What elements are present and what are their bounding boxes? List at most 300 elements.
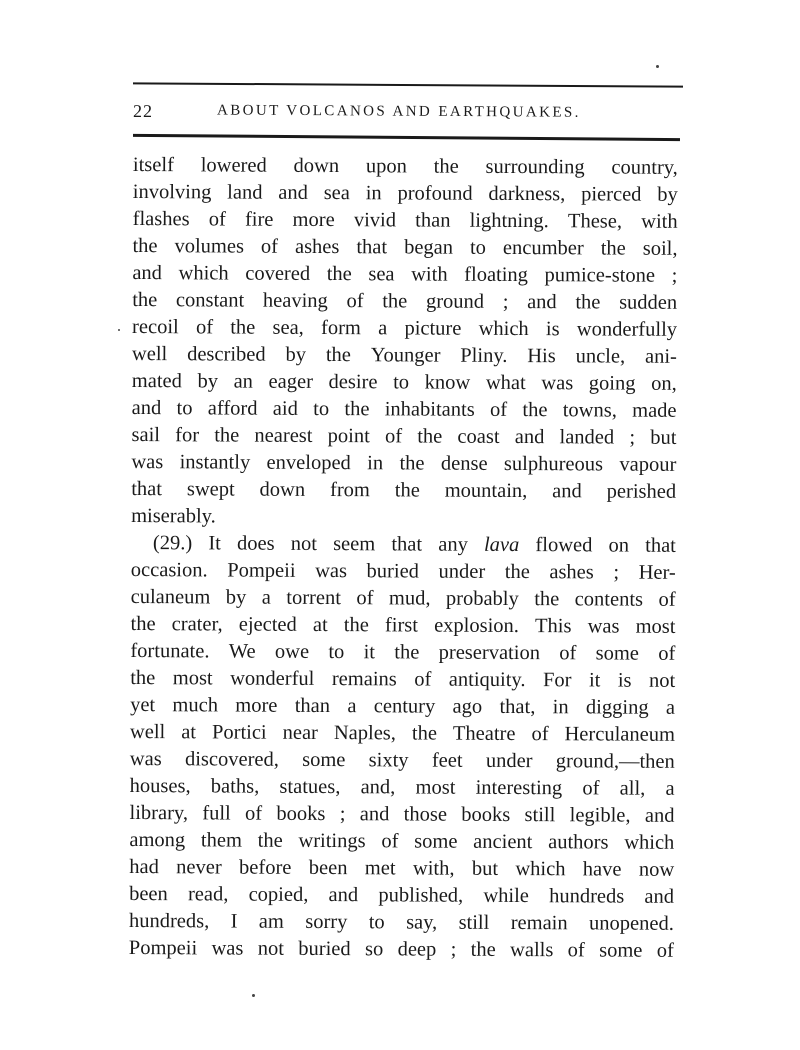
word: the	[504, 560, 530, 584]
header-rule-top	[133, 82, 683, 87]
word: ashes	[294, 235, 340, 259]
word: to	[313, 397, 330, 421]
word: dense	[440, 452, 488, 475]
word: with	[641, 210, 678, 233]
word: what	[485, 371, 526, 395]
word: at	[181, 721, 197, 744]
word: the	[600, 237, 626, 260]
text-line	[130, 611, 675, 641]
word: those	[403, 803, 448, 826]
text-line	[130, 746, 675, 776]
word: lowered	[200, 154, 267, 177]
text-line	[131, 476, 676, 506]
word: pierced	[581, 183, 642, 206]
word: baths,	[210, 775, 260, 798]
word: not	[290, 532, 318, 555]
word: say,	[406, 911, 438, 934]
word: of	[567, 939, 585, 962]
word: For	[542, 669, 572, 692]
word: and	[278, 181, 308, 204]
word: volumes	[174, 235, 245, 258]
word: ;	[671, 264, 678, 287]
word: for	[175, 424, 200, 447]
word: copied,	[248, 883, 309, 906]
word: of	[658, 588, 676, 611]
word: is	[617, 669, 632, 692]
text-line	[129, 827, 674, 857]
word: fire	[244, 208, 274, 231]
word: enveloped	[266, 451, 351, 475]
word: and	[552, 480, 582, 503]
word: authors	[548, 831, 609, 854]
ink-speck	[252, 994, 255, 997]
word: the	[130, 612, 156, 636]
word: down	[259, 478, 306, 501]
word: crater,	[171, 613, 223, 636]
word: explosion.	[434, 614, 520, 638]
word: is	[545, 318, 560, 341]
word: point	[327, 425, 370, 448]
word: the	[433, 155, 459, 178]
word: perished	[606, 480, 677, 503]
word: which	[478, 317, 529, 341]
word: sea	[368, 263, 395, 286]
word: was	[541, 372, 574, 395]
word: sixty	[368, 749, 409, 772]
word: remains	[331, 668, 397, 691]
word: ani-	[644, 345, 677, 368]
word: met	[364, 857, 396, 880]
word: itself	[132, 153, 174, 177]
word: by	[285, 343, 307, 366]
word: down	[293, 154, 340, 178]
word: to	[368, 911, 385, 934]
word: preservation	[438, 641, 541, 665]
word: was	[587, 615, 620, 638]
word: coast	[457, 425, 500, 448]
word: ;	[613, 561, 620, 584]
word: an	[233, 370, 254, 393]
word: and,	[360, 776, 396, 799]
word: the	[257, 829, 283, 852]
word: aid	[272, 397, 298, 420]
text-line	[129, 854, 674, 884]
word: with,	[412, 857, 455, 880]
word: the	[130, 666, 156, 690]
word: inhabitants	[384, 398, 475, 421]
word: while	[483, 884, 529, 908]
text-line	[130, 773, 675, 803]
word: some	[302, 748, 346, 772]
text-line	[130, 692, 675, 722]
word: uncle,	[575, 345, 626, 368]
word: of	[356, 587, 374, 610]
word: the	[214, 424, 240, 447]
word: houses,	[129, 774, 191, 798]
text-line	[131, 449, 676, 479]
word: of	[531, 723, 549, 746]
word: ago	[452, 695, 483, 718]
word: some	[595, 642, 640, 665]
word: lightning.	[469, 209, 549, 233]
word: to	[176, 397, 193, 420]
word: country,	[611, 156, 678, 179]
word: surrounding	[485, 155, 585, 179]
word: still	[458, 911, 490, 934]
word: them	[200, 829, 242, 852]
word: discovered,	[184, 748, 279, 771]
word: floating	[464, 263, 529, 287]
word: probably	[445, 587, 519, 611]
word: ground	[425, 290, 485, 313]
word: fortunate.	[130, 639, 210, 663]
word: ground,—then	[555, 750, 675, 773]
word: was	[211, 937, 244, 960]
word: the	[411, 722, 438, 745]
word: going	[588, 372, 636, 395]
word: darkness,	[488, 182, 566, 206]
text-line	[132, 260, 677, 290]
word: on	[608, 534, 630, 557]
word: made	[632, 399, 677, 422]
word: ;	[502, 290, 509, 313]
word: of	[381, 830, 399, 853]
word: desire	[328, 371, 378, 394]
word: of	[559, 642, 577, 665]
word: a	[347, 695, 357, 718]
word: legible,	[569, 804, 631, 827]
word: constant	[175, 289, 245, 312]
word: buried	[366, 560, 420, 583]
word: the	[325, 344, 351, 367]
word: contents	[574, 588, 644, 611]
word: Theatre	[452, 722, 516, 746]
word: and	[514, 426, 545, 449]
text-line	[133, 152, 678, 182]
word: near	[282, 721, 318, 744]
word: century	[373, 695, 436, 718]
text-line	[129, 908, 674, 938]
word: of	[658, 642, 676, 665]
word: was	[131, 450, 164, 474]
word: but	[471, 857, 499, 880]
word: than	[294, 694, 331, 718]
word: hundreds,	[128, 909, 210, 933]
word: Naples,	[333, 722, 397, 745]
word: in	[367, 452, 384, 475]
word: well	[131, 342, 168, 366]
word: ;	[339, 803, 346, 826]
word: and	[644, 804, 675, 827]
word: owe	[274, 640, 310, 663]
word: ashes	[549, 561, 594, 584]
word: was	[129, 747, 162, 771]
word: Pompeii	[128, 936, 198, 960]
word: it	[588, 669, 601, 692]
word: before	[239, 856, 292, 879]
word: encumber	[502, 236, 584, 260]
word: with	[411, 263, 448, 286]
word: that	[131, 477, 163, 501]
word: His	[527, 345, 556, 368]
word: Pompeii	[227, 559, 296, 582]
word: walls	[510, 938, 554, 962]
ink-speck	[118, 329, 120, 331]
word: towns,	[562, 399, 617, 422]
word: of	[384, 425, 403, 448]
word: (29.)	[152, 532, 193, 555]
word: It	[208, 532, 221, 555]
word: it	[363, 641, 376, 664]
word: Younger	[370, 344, 441, 367]
word: of	[195, 316, 214, 339]
word: read,	[187, 883, 229, 906]
word: the	[394, 641, 420, 664]
word: full	[202, 802, 231, 825]
word: nearest	[254, 424, 313, 447]
word: This	[534, 615, 572, 638]
word: picture	[404, 317, 462, 340]
text-line	[131, 422, 676, 452]
word: by	[657, 183, 678, 206]
word: the	[399, 452, 425, 475]
text-line	[131, 530, 676, 560]
text-line	[131, 584, 676, 614]
text-line	[130, 638, 675, 668]
word: to	[393, 371, 410, 394]
word: a	[665, 696, 676, 719]
word: of	[582, 777, 600, 800]
word: vapour	[619, 453, 677, 476]
word: mud,	[388, 587, 431, 610]
text-line	[132, 341, 677, 371]
word: form	[321, 316, 361, 340]
word: now	[638, 858, 675, 881]
word: and	[644, 885, 675, 908]
text-line	[131, 557, 676, 587]
word: sail	[131, 423, 161, 447]
word: lava	[483, 533, 520, 557]
word: the	[326, 263, 352, 286]
word: than	[415, 209, 451, 232]
word: mountain,	[444, 479, 528, 503]
word: involving	[132, 180, 212, 204]
word: eager	[268, 370, 314, 393]
text-line	[132, 368, 677, 398]
word: but	[650, 426, 677, 449]
header-rule-bottom	[133, 134, 680, 141]
word: the	[417, 425, 443, 448]
word: flashes	[132, 207, 190, 231]
word: books	[276, 802, 326, 826]
word: We	[228, 640, 256, 663]
word: and	[527, 291, 557, 314]
word: sulphureous	[503, 452, 604, 476]
word: a	[378, 317, 388, 340]
word: covered	[245, 262, 311, 285]
word: afford	[207, 397, 258, 420]
word: most	[172, 667, 213, 690]
word: These,	[567, 210, 623, 233]
running-title: ABOUT VOLCANOS AND EARTHQUAKES.	[216, 102, 581, 121]
word: of	[656, 939, 674, 962]
word: am	[258, 910, 284, 933]
word: among	[129, 828, 186, 852]
word: and	[131, 396, 162, 420]
word: feet	[431, 749, 463, 772]
word: which	[178, 262, 229, 285]
word: that	[356, 236, 388, 259]
word: that,	[499, 695, 536, 719]
word: buried	[298, 937, 351, 961]
word: that	[645, 534, 676, 557]
word: which	[515, 858, 566, 881]
word: recoil	[132, 315, 179, 339]
word: of	[208, 208, 226, 231]
word: not	[648, 669, 676, 692]
word: from	[329, 479, 370, 502]
word: soil,	[642, 237, 678, 260]
word: the	[343, 614, 369, 637]
word: the	[522, 399, 548, 422]
word: had	[129, 855, 159, 879]
text-line	[132, 314, 677, 344]
word: occasion.	[130, 558, 208, 582]
running-head	[133, 101, 678, 132]
word: swept	[186, 478, 235, 501]
word: well	[129, 720, 166, 744]
word: which	[624, 831, 675, 854]
text-line	[130, 665, 675, 695]
word: of	[245, 802, 263, 825]
text-line	[133, 206, 678, 236]
word: unopened.	[588, 912, 674, 935]
page-number: 22	[132, 101, 154, 122]
word: so	[364, 938, 384, 961]
word: the	[344, 398, 370, 421]
word: never	[176, 856, 222, 879]
word: and	[359, 803, 390, 826]
word: the	[575, 291, 601, 314]
word: under	[485, 749, 533, 773]
word: sea,	[272, 316, 304, 339]
word: began	[404, 236, 454, 259]
word: that	[391, 533, 423, 556]
word: under	[438, 560, 486, 583]
word: in	[365, 182, 382, 205]
word: to	[469, 236, 487, 259]
word: any	[438, 533, 468, 556]
text-line	[132, 395, 677, 425]
word: land	[227, 181, 263, 204]
word: published,	[378, 884, 464, 907]
word: ancient	[473, 830, 533, 854]
word: of	[346, 290, 364, 313]
word: hundreds	[549, 885, 625, 908]
word: all,	[619, 777, 646, 800]
word: and	[132, 261, 163, 285]
word: been	[129, 882, 168, 906]
word: torrent	[286, 586, 342, 610]
word: flowed	[535, 534, 593, 557]
word: interesting	[475, 776, 563, 800]
word: first	[384, 614, 419, 637]
word: more	[292, 208, 335, 232]
text-line	[132, 287, 677, 317]
word: on,	[651, 372, 677, 395]
word: Herculaneum	[564, 723, 676, 746]
word: Her-	[638, 561, 676, 584]
word: library,	[129, 801, 189, 825]
word: the	[382, 290, 408, 313]
word: sudden	[619, 291, 678, 314]
text-line	[129, 935, 674, 965]
word: wonderful	[230, 667, 315, 690]
word: the	[534, 588, 560, 611]
word: most	[415, 776, 456, 799]
word: antiquity.	[448, 668, 526, 692]
word: at	[312, 613, 328, 637]
word: the	[230, 316, 256, 339]
word: wonderfully	[576, 318, 678, 341]
word: of	[260, 235, 279, 258]
word: Portici	[211, 721, 267, 744]
word: and	[328, 884, 359, 907]
word: remain	[510, 911, 568, 935]
word: some	[414, 830, 458, 853]
word: ;	[629, 426, 636, 449]
word: landed	[559, 426, 615, 449]
word: does	[236, 532, 275, 555]
word: ;	[450, 938, 457, 961]
text-line	[129, 800, 674, 830]
word: deep	[397, 938, 437, 961]
word: miserably.	[131, 504, 216, 528]
word: digging	[585, 696, 649, 719]
word: the	[470, 938, 496, 961]
word: the	[132, 234, 158, 258]
text-line	[130, 719, 675, 749]
word: was	[315, 559, 348, 583]
word: of	[414, 668, 432, 691]
word: the	[132, 288, 158, 312]
word: heaving	[262, 289, 328, 313]
word: described	[187, 343, 266, 366]
word: sorry	[305, 910, 348, 934]
word: profound	[397, 182, 473, 205]
word: in	[552, 696, 569, 719]
word: yet	[130, 693, 156, 717]
word: ejected	[238, 613, 297, 636]
text-line	[132, 233, 677, 263]
word: writings	[298, 829, 366, 853]
word: still	[524, 804, 556, 827]
word: sea	[323, 181, 350, 205]
word: culaneum	[130, 585, 211, 609]
word: a	[665, 777, 675, 800]
word: more	[235, 694, 278, 717]
word: have	[582, 858, 622, 881]
word: to	[328, 641, 345, 664]
word: mated	[131, 369, 182, 393]
word: statues,	[279, 775, 341, 799]
body-text	[129, 152, 693, 965]
word: been	[308, 856, 348, 880]
word: upon	[365, 155, 407, 178]
word: by	[197, 370, 219, 393]
word: vivid	[353, 209, 397, 232]
word: books	[461, 803, 511, 826]
